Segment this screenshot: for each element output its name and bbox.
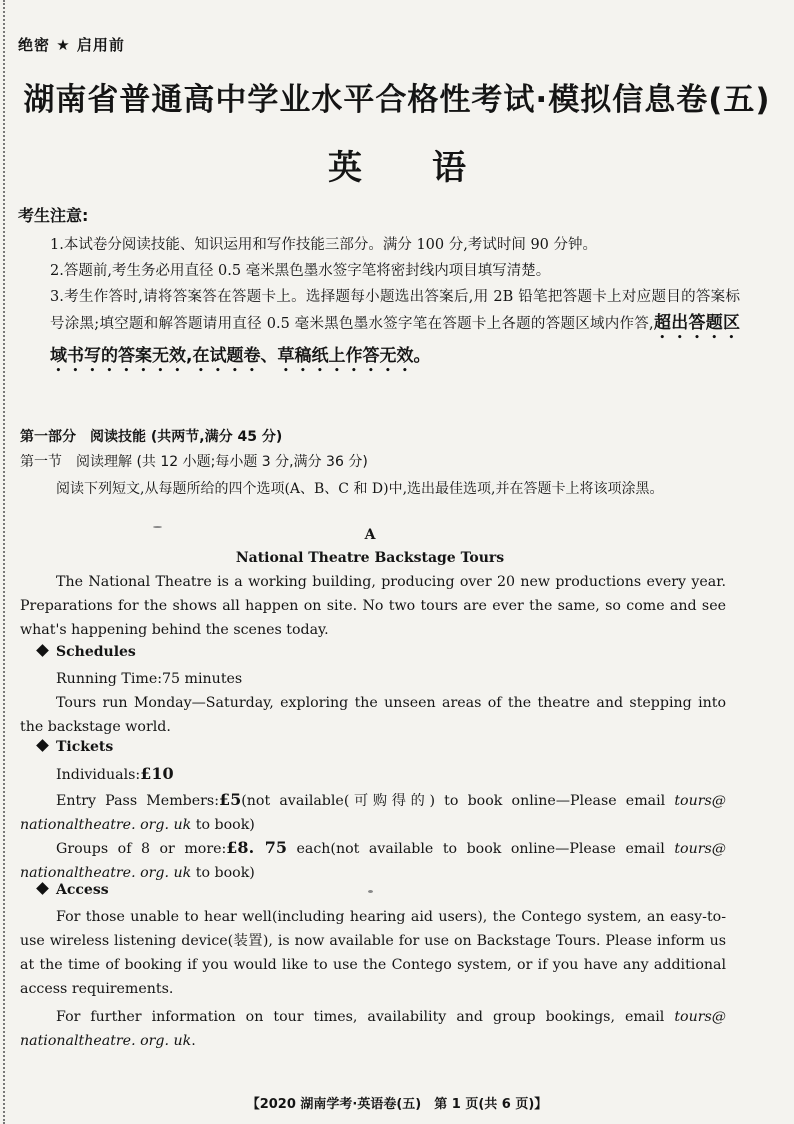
tours-run: Tours run Monday—Saturday, exploring the unseen areas of the theatre and stepping into the backstage world. (20, 695, 726, 735)
email-link[interactable]: tours@ (674, 793, 726, 809)
email-link[interactable]: tours@ (674, 1009, 726, 1025)
running-time: Running Time:75 minutes (56, 671, 243, 687)
passage-intro: The National Theatre is a working building, producing over 20 new productions every year. Preparations for the shows all happen on site. No two tours are ever the same, so come and see what's happening behind the scenes today. (20, 574, 726, 638)
ticket-groups: Groups of 8 or more:£8. 75 each(not available to book online—Please email tours@ nationaltheatre. org. uk to book) (20, 838, 726, 881)
notice-emphasis: 超出答题区域书写的答案无效,在试题卷、草稿纸上作答无效。 (50, 313, 740, 366)
section-one-heading: 第一节 阅读理解 (共 12 小题;每小题 3 分,满分 36 分) (20, 454, 368, 470)
diamond-bullet-icon (36, 882, 49, 895)
page-footer: 【2020 湖南学考·英语卷(五) 第 1 页(共 6 页)】 (246, 1097, 548, 1112)
tickets-heading: Tickets (38, 739, 113, 755)
email-domain[interactable]: nationaltheatre. org. uk (20, 817, 192, 833)
diamond-bullet-icon (36, 739, 49, 752)
further-info: For further information on tour times, availability and group bookings, email tours@ nationaltheatre. org. uk. (20, 1009, 726, 1049)
notice-item-3-text: 3.考生作答时,请将答案答在答题卡上。选择题每小题选出答案后,用 2B 铅笔把答题卡上对应题目的答案标号涂黑;填空题和解答题请用直径 0.5 毫米黑色墨水签字笔在答题卡上各题的答题区域内作答, (50, 289, 740, 332)
confidential-label: 绝密 ★ 启用前 (18, 36, 125, 54)
schedules-heading: Schedules (38, 644, 136, 660)
reading-instruction: 阅读下列短文,从每题所给的四个选项(A、B、C 和 D)中,选出最佳选项,并在答题卡上将该项涂黑。 (56, 481, 664, 497)
ticket-members: Entry Pass Members:£5(not available(可购得的) to book online—Please email tours@ nationaltheatre. org. uk to book) (20, 790, 726, 833)
scan-speck (368, 890, 373, 893)
subject-title: 英语 (328, 148, 536, 188)
passage-letter: A (364, 527, 376, 543)
email-domain[interactable]: nationaltheatre. org. uk (20, 865, 192, 881)
notice-item-1: 1.本试卷分阅读技能、知识运用和写作技能三部分。满分 100 分,考试时间 90 分钟。 (50, 237, 598, 253)
exam-title: 湖南省普通高中学业水平合格性考试·模拟信息卷(五) (23, 82, 771, 118)
access-text: For those unable to hear well(including hearing aid users), the Contego system, an easy-to-use wireless listening device(装置), is now available for use on Backstage Tours. Please inform us at the time of booking if you would like to use the Contego system, or if you have any additional access requirements. (20, 909, 726, 997)
notice-item-3 (50, 284, 740, 376)
passage-title: National Theatre Backstage Tours (235, 550, 505, 566)
part-one-heading: 第一部分 阅读技能 (共两节,满分 45 分) (20, 429, 283, 445)
ticket-individuals: Individuals:£10 (56, 764, 174, 783)
access-heading: Access (38, 882, 109, 898)
notice-heading: 考生注意: (18, 206, 89, 225)
notice-item-2: 2.答题前,考生务必用直径 0.5 毫米黑色墨水签字笔将密封线内项目填写清楚。 (50, 263, 551, 279)
email-domain[interactable]: nationaltheatre. org. uk (20, 1033, 192, 1049)
email-link[interactable]: tours@ (674, 841, 726, 857)
diamond-bullet-icon (36, 644, 49, 657)
